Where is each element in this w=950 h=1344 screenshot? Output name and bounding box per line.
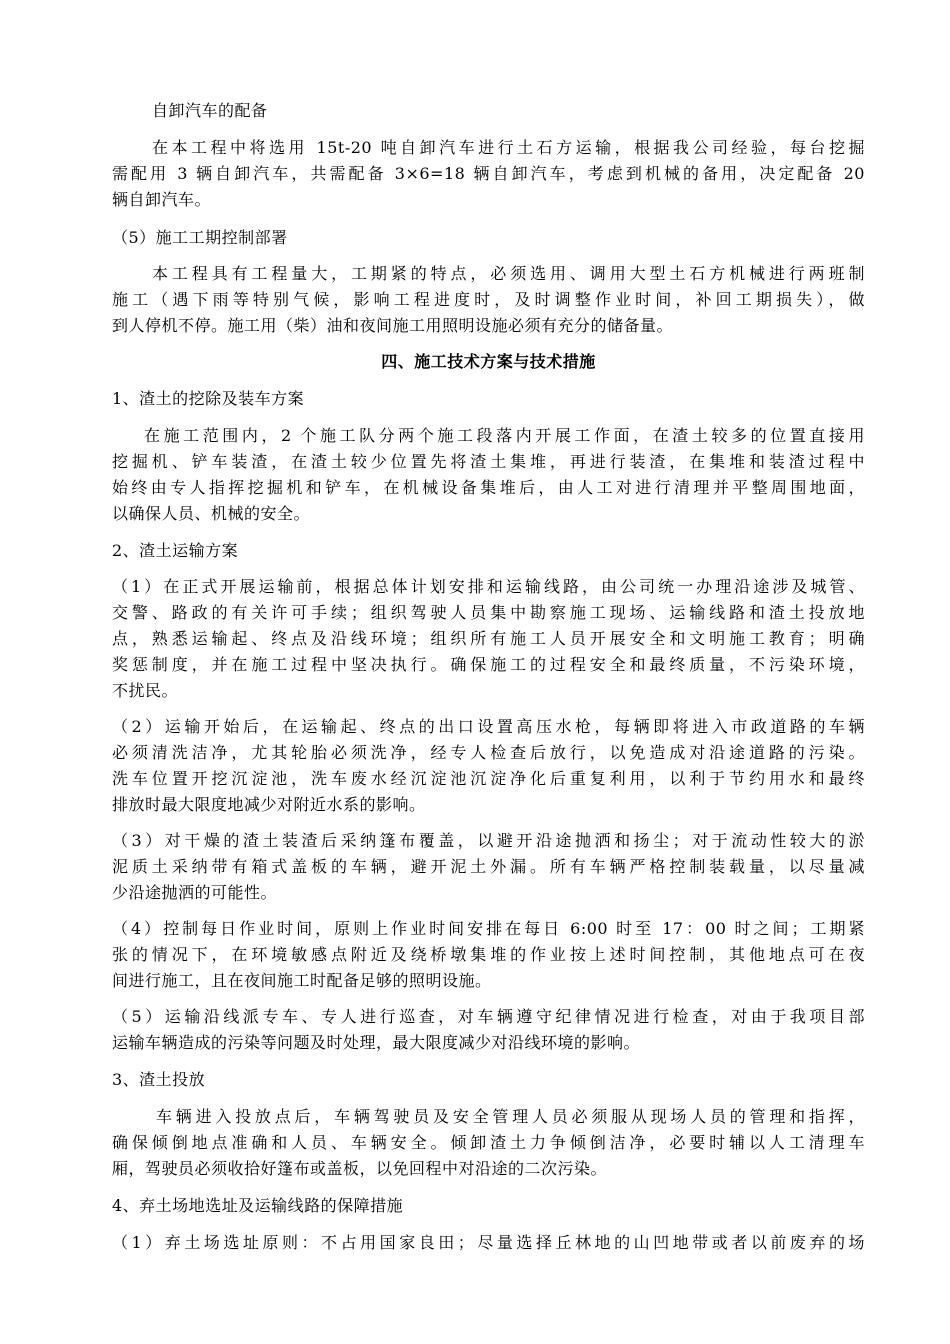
text-line: 确保倾倒地点准确和人员、车辆安全。倾卸渣土力争倾倒洁净，必要时辅以人工清理车 — [112, 1133, 865, 1152]
text-line: 必须清洗洁净，尤其轮胎必须洗净，经专人检查后放行，以免造成对沿途道路的污染。 — [112, 743, 865, 762]
text-line: 挖掘机、铲车装渣，在渣土较少位置先将渣土集堆，再进行装渣，在集堆和装渣过程中 — [112, 452, 865, 471]
text-line: 在本工程中将选用 15t-20 吨自卸汽车进行土石方运输，根据我公司经验，每台挖掘 — [152, 138, 865, 157]
text-line: 辆自卸汽车。 — [112, 190, 212, 209]
text-line: 厢，驾驶员必须收拾好篷布或盖板，以免回程中对沿途的二次污染。 — [112, 1159, 608, 1178]
text-line: （2）运输开始后，在运输起、终点的出口设置高压水枪，每辆即将进入市政道路的车辆 — [112, 717, 865, 736]
text-line: 到人停机不停。施工用（柴）油和夜间施工用照明设施必须有充分的储备量。 — [112, 316, 674, 335]
text-line: 排放时最大限度地减少对附近水系的影响。 — [112, 795, 426, 814]
section-heading-transport: 2、渣土运输方案 — [112, 541, 239, 560]
section-heading-disposal: 3、渣土投放 — [112, 1070, 206, 1089]
section-heading-schedule: （5）施工工期控制部署 — [112, 228, 288, 247]
text-line: （1）在正式开展运输前，根据总体计划安排和运输线路，由公司统一办理沿途涉及城管、 — [112, 577, 865, 596]
text-line: （1）弃土场选址原则：不占用国家良田；尽量选择丘林地的山凹地带或者以前废弃的场 — [112, 1233, 865, 1252]
section-heading-spoil-site: 4、弃土场地选址及运输线路的保障措施 — [112, 1196, 404, 1215]
text-line: 少沿途抛洒的可能性。 — [112, 883, 278, 902]
text-line: 张的情况下，在环境敏感点附近及绕桥墩集堆的作业按上述时间控制，其他地点可在夜 — [112, 945, 865, 964]
text-line: 始终由专人指挥挖掘机和铲车，在机械设备集堆后，由人工对进行清理并平整周围地面， — [112, 478, 865, 497]
text-line: 间进行施工，且在夜间施工时配备足够的照明设施。 — [112, 971, 492, 990]
text-line: 交警、路政的有关许可手续；组织驾驶人员集中勘察施工现场、运输线路和渣土投放地 — [112, 603, 865, 622]
text-line: 奖惩制度，并在施工过程中坚决执行。确保施工的过程安全和最终质量，不污染环境， — [112, 655, 865, 674]
text-line: 不扰民。 — [112, 681, 179, 700]
text-line: 泥质土采纳带有箱式盖板的车辆，避开泥土外漏。所有车辆严格控制装载量，以尽量减 — [112, 857, 865, 876]
text-line: 需配用 3 辆自卸汽车，共需配备 3×6=18 辆自卸汽车，考虑到机械的备用，决定配备 20 — [112, 164, 865, 183]
text-line: 在施工范围内，2 个施工队分两个施工段落内开展工作面，在渣土较多的位置直接用 — [144, 426, 865, 445]
text-line: （5）运输沿线派专车、专人进行巡查，对车辆遵守纪律情况进行检查，对由于我项目部 — [112, 1007, 865, 1026]
section-heading-excavation: 1、渣土的挖除及装车方案 — [112, 389, 305, 408]
text-line: 车辆进入投放点后，车辆驾驶员及安全管理人员必须服从现场人员的管理和指挥， — [156, 1107, 865, 1126]
chapter-heading: 四、施工技术方案与技术措施 — [381, 352, 596, 371]
text-line: 洗车位置开挖沉淀池，洗车废水经沉淀池沉淀净化后重复利用，以利于节约用水和最终 — [112, 769, 865, 788]
text-line: 以确保人员、机械的安全。 — [112, 504, 311, 523]
text-line: 本工程具有工程量大，工期紧的特点，必须选用、调用大型土石方机械进行两班制 — [152, 264, 865, 283]
text-line: （4）控制每日作业时间，原则上作业时间安排在每日 6:00 时至 17：00 时之间；工期紧 — [112, 919, 865, 938]
text-line: 运输车辆造成的污染等问题及时处理，最大限度减少对沿线环境的影响。 — [112, 1033, 641, 1052]
text-line: （3）对干燥的渣土装渣后采纳篷布覆盖，以避开沿途抛洒和扬尘；对于流动性较大的淤 — [112, 831, 865, 850]
text-line: 施工（遇下雨等特别气候，影响工程进度时，及时调整作业时间，补回工期损失），做 — [112, 290, 865, 309]
paragraph-heading-dump-truck: 自卸汽车的配备 — [152, 101, 268, 120]
text-line: 点，熟悉运输起、终点及沿线环境；组织所有施工人员开展安全和文明施工教育；明确 — [112, 629, 865, 648]
